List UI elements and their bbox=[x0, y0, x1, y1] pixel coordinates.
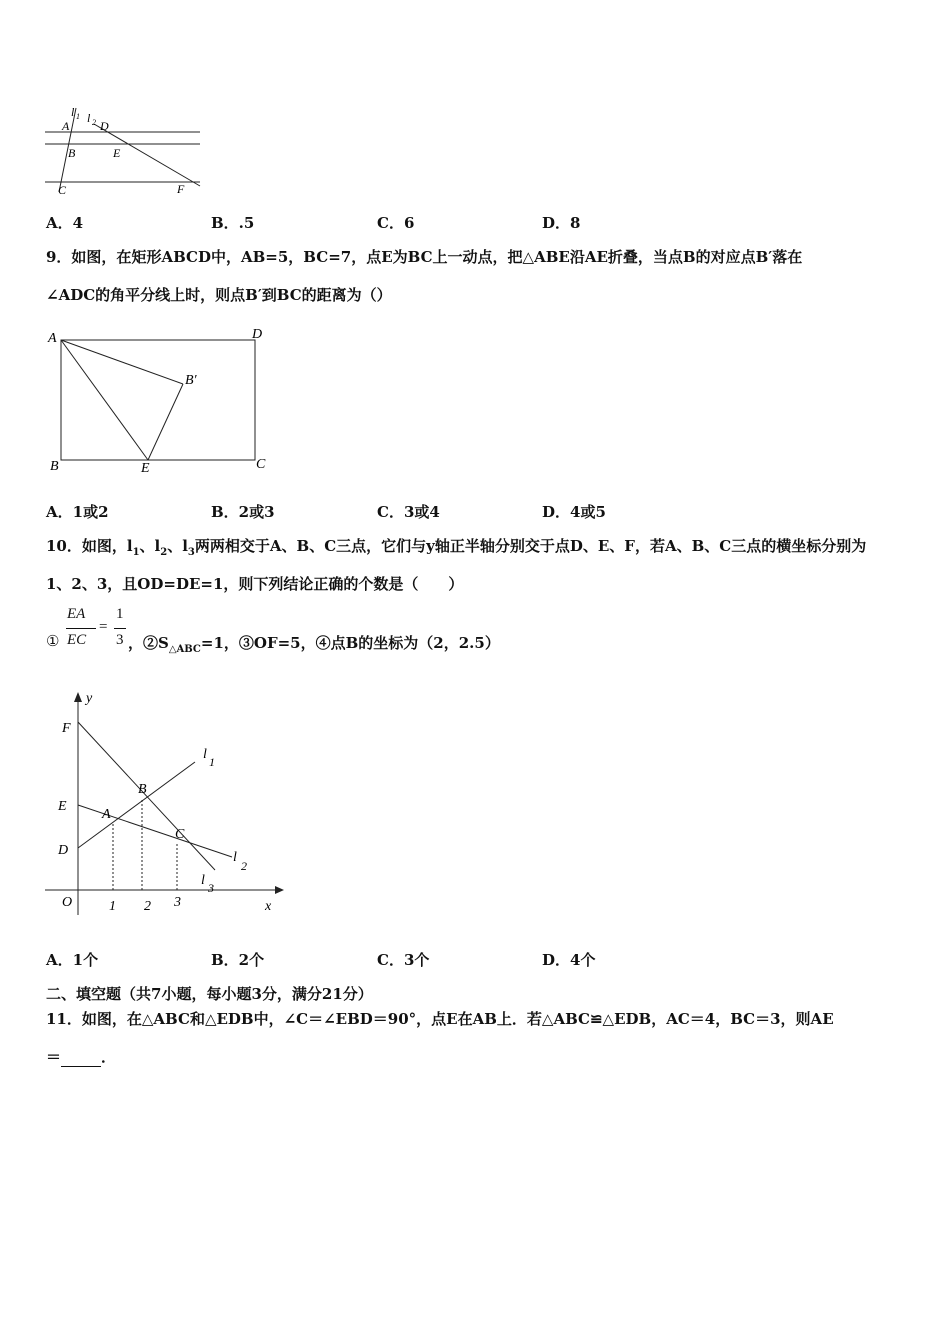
q10-label-l1-sub: 1 bbox=[209, 755, 215, 769]
q10-option-a: A．1个 bbox=[46, 951, 99, 969]
q8-label-A: A bbox=[62, 119, 70, 133]
q10-label-A: A bbox=[102, 807, 111, 822]
q10-frac2-num: 1 bbox=[116, 606, 124, 622]
q10-frac-bar bbox=[66, 628, 96, 629]
q10-conclusion-mark1: ① bbox=[46, 632, 60, 650]
q10-conclusion-rest bbox=[128, 632, 500, 655]
q10-label-B: B bbox=[138, 782, 147, 797]
q8-label-E: E bbox=[113, 146, 121, 160]
q8-option-c: C．6 bbox=[377, 214, 415, 232]
q10-figure bbox=[40, 680, 290, 920]
q10-question-line1 bbox=[46, 535, 866, 558]
q8-label-D: D bbox=[100, 119, 109, 133]
q8-figure bbox=[40, 100, 210, 200]
q8-label-B: B bbox=[68, 146, 76, 160]
q11-eq-sign: ＝ bbox=[46, 1048, 62, 1066]
q10-line1-part-d: 两两相交于A、B、C三点，它们与y轴正半轴分别交于点D、E、F，若A、B、C三点的横坐标分别为 bbox=[194, 537, 867, 555]
section-heading: 二、填空题（共7小题，每小题3分，满分21分） bbox=[46, 985, 373, 1003]
q10-line1-part-a: 10．如图，l bbox=[46, 537, 133, 555]
q9-question-line2: ∠ADC的角平分线上时，则点B′到BC的距离为（） bbox=[46, 286, 392, 304]
q8-option-b: B．.5 bbox=[211, 214, 255, 232]
q10-c2-a: ，②S bbox=[128, 634, 169, 652]
q8-label-C: C bbox=[58, 183, 67, 197]
q10-line1-part-c: 、l bbox=[167, 537, 188, 555]
q10-label-l3-sub: 3 bbox=[208, 881, 214, 895]
q8-label-l2: l bbox=[87, 111, 91, 125]
q10-label-l3: l bbox=[201, 873, 205, 888]
q10-option-d: D．4个 bbox=[542, 951, 596, 969]
q8-label-l1: l bbox=[71, 105, 75, 119]
q10-label-l1: l bbox=[203, 747, 207, 762]
q10-option-b: B．2个 bbox=[211, 951, 265, 969]
q9-label-D: D bbox=[252, 327, 263, 342]
q10-label-D: D bbox=[58, 843, 69, 858]
q10-line1-part-b: 、l bbox=[139, 537, 161, 555]
q8-label-l2-sub: 2 bbox=[92, 118, 96, 127]
q9-question-line1: 9．如图，在矩形ABCD中，AB=5，BC=7，点E为BC上一动点，把△ABE沿AE折叠，当点B的对应点B′落在 bbox=[46, 248, 803, 266]
q10-label-O: O bbox=[62, 895, 73, 910]
q11-period: ． bbox=[101, 1048, 117, 1066]
q9-option-c: C．3或4 bbox=[377, 503, 440, 521]
q9-label-B: B bbox=[50, 459, 59, 474]
q10-label-E: E bbox=[58, 799, 67, 814]
q9-label-A: A bbox=[48, 331, 57, 346]
q10-tick-2: 2 bbox=[144, 899, 151, 914]
q10-line1-sub1: 1 bbox=[132, 547, 140, 558]
q8-label-l1-sub: 1 bbox=[76, 112, 80, 121]
q10-frac2-bar bbox=[114, 628, 126, 629]
q8-label-F: F bbox=[177, 182, 185, 196]
q9-option-b: B．2或3 bbox=[211, 503, 275, 521]
q10-frac2-den: 3 bbox=[116, 632, 124, 648]
q10-c2-b: =1，③OF=5，④点B的坐标为（2，2.5） bbox=[200, 634, 500, 652]
q10-label-l2: l bbox=[233, 850, 237, 865]
q10-eq: = bbox=[99, 619, 108, 635]
q9-figure bbox=[44, 320, 274, 480]
q10-c2-sub: △ABC bbox=[168, 644, 201, 655]
q10-line1-sub2: 2 bbox=[160, 547, 168, 558]
q10-line1-sub3: 3 bbox=[187, 547, 195, 558]
q8-option-d: D．8 bbox=[542, 214, 581, 232]
q9-label-E: E bbox=[141, 461, 150, 476]
q10-question-line2: 1、2、3，且OD=DE=1，则下列结论正确的个数是（ ） bbox=[46, 575, 464, 593]
q9-label-Bprime: B′ bbox=[185, 373, 197, 388]
q10-label-F: F bbox=[62, 721, 71, 736]
q9-option-d: D．4或5 bbox=[542, 503, 606, 521]
q11-answer-blank[interactable] bbox=[61, 1052, 101, 1067]
q10-tick-1: 1 bbox=[109, 899, 116, 914]
q11-question-line1: 11．如图，在△ABC和△EDB中，∠C＝∠EBD＝90°，点E在AB上．若△ABC≌△EDB，AC＝4，BC＝3，则AE bbox=[46, 1010, 834, 1028]
q10-label-y: y bbox=[86, 691, 93, 706]
q9-label-C: C bbox=[256, 457, 266, 472]
q10-label-l2-sub: 2 bbox=[241, 859, 247, 873]
q10-frac-num: EA bbox=[67, 606, 86, 622]
q10-label-x: x bbox=[265, 899, 272, 914]
q9-option-a: A．1或2 bbox=[46, 503, 109, 521]
q11-question-line2 bbox=[46, 1046, 116, 1067]
q10-label-C: C bbox=[175, 827, 185, 842]
q10-tick-3: 3 bbox=[174, 895, 181, 910]
q8-option-a: A．4 bbox=[46, 214, 84, 232]
q10-option-c: C．3个 bbox=[377, 951, 430, 969]
q10-frac-den: EC bbox=[67, 632, 87, 648]
